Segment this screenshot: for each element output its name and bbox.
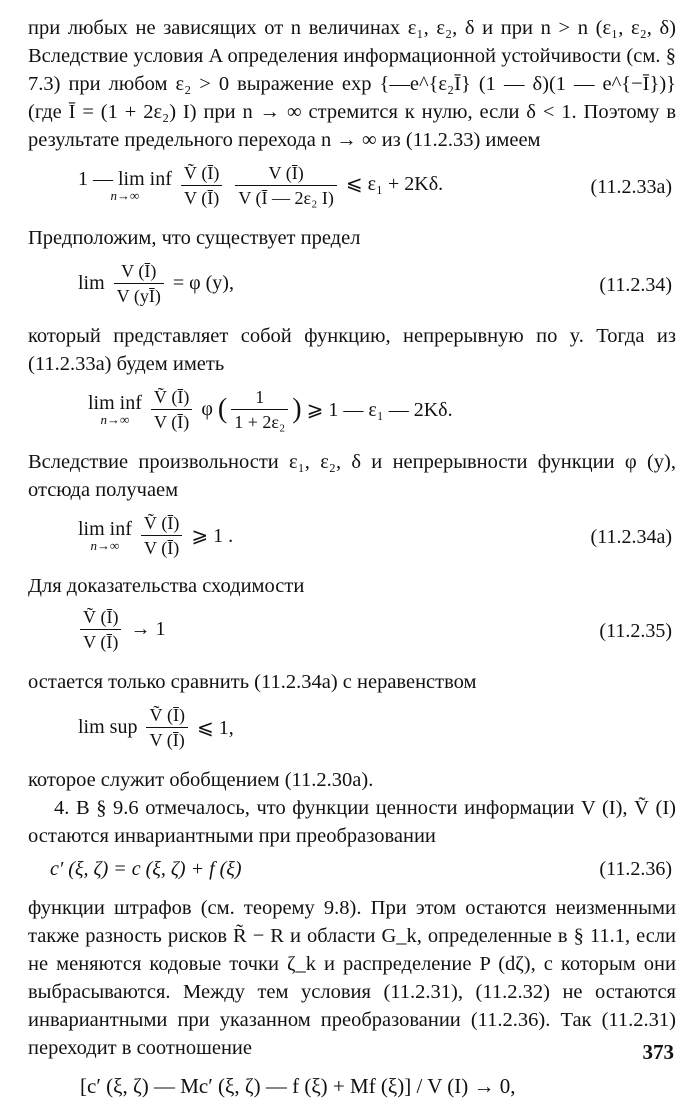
paragraph-3: который представляет собой функцию, непрерывную по y. Тогда из (11.2.33а) будем иметь bbox=[28, 325, 676, 375]
equation-number: (11.2.35) bbox=[599, 620, 672, 642]
paragraph-4: Вследствие произвольности ε₁, ε₂, δ и непрерывности функции φ (y), отсюда получаем bbox=[28, 451, 676, 501]
equation-11-2-36: c′ (ξ, ζ) = c (ξ, ζ) + f (ξ) (11.2.36) bbox=[50, 858, 672, 880]
paragraph-5: Для доказательства сходимости bbox=[28, 575, 305, 597]
page-number: 373 bbox=[642, 1040, 674, 1064]
equation-11-2-34a: lim inf n→∞ $\frac{\text{Ṽ (Ī)}}{V (Ī)}$ ⩾ 1 . (11.2.34а) bbox=[78, 513, 672, 558]
equation-number: (11.2.34) bbox=[599, 274, 672, 296]
equation-unnumbered-2: lim sup $\frac{\text{Ṽ (Ī)}}{V (Ī)}$ ⩽ 1, bbox=[78, 705, 234, 750]
equation-number: (11.2.36) bbox=[599, 858, 672, 880]
paragraph-7: которое служит обобщением (11.2.30а). bbox=[28, 769, 374, 791]
equation-11-2-34: lim $\frac{V (Ī)}{V (yĪ)}$ = φ (y), (11.2.34) bbox=[78, 261, 672, 306]
equation-number: (11.2.33а) bbox=[590, 176, 672, 198]
paragraph-2: Предположим, что существует предел bbox=[28, 227, 361, 249]
equation-unnumbered-1: lim inf n→∞ $\frac{\text{Ṽ (Ī)}}{V (Ī)}$ φ ( $\frac{1}{\text{1 + 2ε₂}}$ ) ⩾ 1 — ε₁ — 2Kδ. bbox=[88, 387, 453, 432]
equation-number: (11.2.34а) bbox=[590, 526, 672, 548]
paragraph-1: при любых не зависящих от n величинах ε₁, ε₂, δ и при n > n (ε₁, ε₂, δ) Вследствие условия A определения информационной устойчивости (см. § 7.3) при любом ε₂ > 0 выражение exp {—e^{ε₂Ī} (1 — δ)(1 — e^{−Ī})} (где Ī = (1 + 2ε₂) I) при n → ∞ стремится к нулю, если δ < 1. Поэтому в результате предельного перехода n → ∞ из (11.2.33) имеем bbox=[28, 17, 676, 151]
equation-11-2-35: $\frac{\text{Ṽ (Ī)}}{V (Ī)}$ → 1 (11.2.35) bbox=[28, 600, 676, 664]
paragraph-9: функции штрафов (см. теорему 9.8). При этом остаются неизменными также разность рисков R̃ − R и области G_k, определенные в § 11.1, если не меняются кодовые точки ζ_k и распределение P (dζ), с которым они выбрасываются. Между тем условия (11.2.31), (11.2.32) не остаются инвариантными при указанном преобразовании (11.2.36). Так (11.2.31) переходит в соотношение bbox=[28, 897, 676, 1059]
equation-unnumbered-3: [c′ (ξ, ζ) — Mc′ (ξ, ζ) — f (ξ) + Mf (ξ)] / V (I) → 0, bbox=[80, 1074, 516, 1098]
equation-11-2-33a: 1 — lim inf n→∞ $\frac{\text{Ṽ (Ī)}}{V (Ī)}$ $\frac{V (Ī)}{\text{V (Ī — 2ε₂ I)}}$ ⩽ ε₁ + 2Kδ. (11.2.33а) bbox=[78, 163, 672, 208]
paragraph-8: 4. В § 9.6 отмечалось, что функции ценности информации V (I), Ṽ (I) остаются инвариантными при преобразовании bbox=[28, 797, 676, 847]
page-content bbox=[28, 8, 676, 1112]
paragraph-6: остается только сравнить (11.2.34а) с неравенством bbox=[28, 671, 477, 693]
